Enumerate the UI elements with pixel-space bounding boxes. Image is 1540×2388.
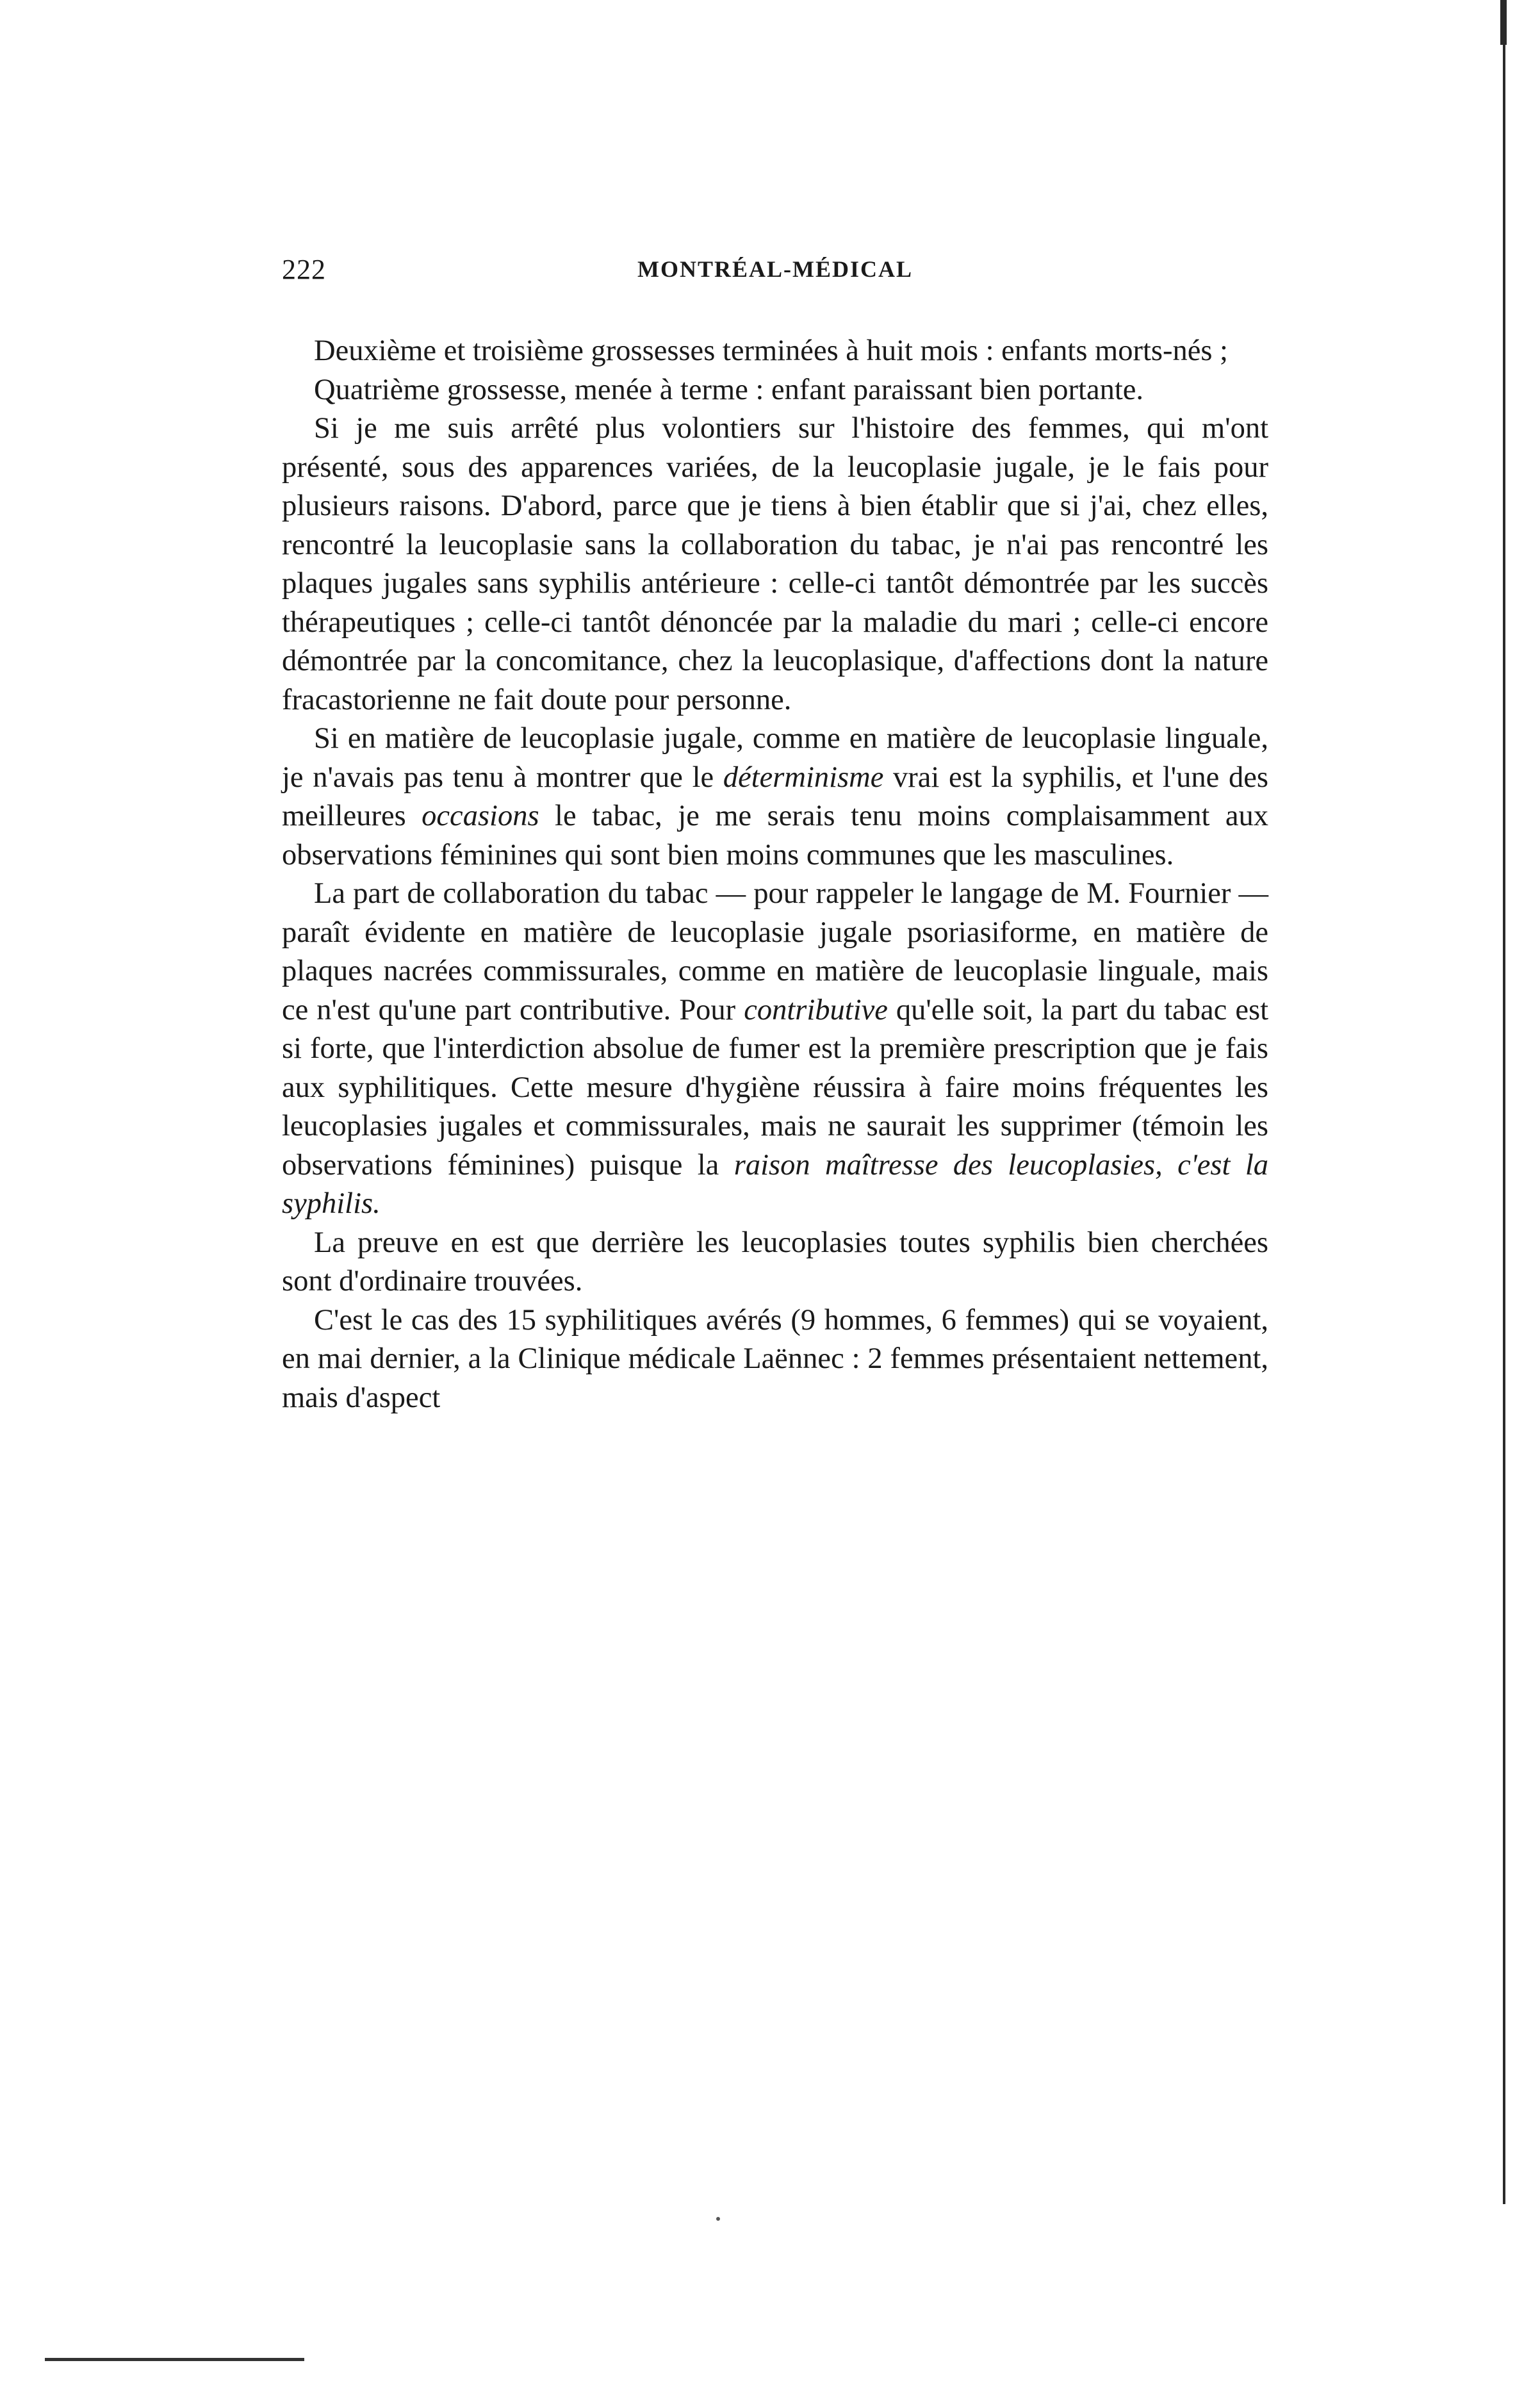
text-run: La preuve en est que derrière les leucoplasies toutes syphilis bien cherchées sont d'ordinaire trouvées. — [282, 1226, 1268, 1297]
italic-text: contributive — [744, 993, 888, 1026]
text-run: C'est le cas des 15 syphilitiques avérés (9 hommes, 6 femmes) qui se voyaient, en mai dernier, a la Clinique médicale Laënnec : 2 femmes présentaient nettement, mais d'aspect — [282, 1303, 1268, 1414]
paragraph — [282, 1224, 1268, 1301]
text-run: vrai est la syphilis, et l'une des meilleures — [282, 761, 1268, 832]
page-number: 222 — [282, 254, 326, 285]
text-run: qu'elle soit, la part du tabac est si forte, que l'interdiction absolue de fumer est la première prescription que je fais aux syphilitiques. Cette mesure d'hygiène réussira à faire moins fréquentes les leucoplasies jugales et commissurales, mais ne saurait les supprimer (témoin les observations féminines) puisque la — [282, 993, 1268, 1182]
text-run: La part de collaboration du tabac — pour rappeler le langage de M. Fournier — paraît évidente en matière de leucoplasie jugale psoriasiforme, en matière de plaques nacrées commissurales, comme en matière de leucoplasie linguale, mais ce n'est qu'une part contributive. Pour — [282, 877, 1268, 1026]
page-edge-rule — [1503, 0, 1505, 2204]
italic-text: occasions — [422, 800, 539, 832]
paragraph — [282, 1301, 1268, 1418]
paragraph — [282, 332, 1268, 371]
paragraph — [282, 875, 1268, 1224]
paragraph — [282, 371, 1268, 410]
text-run: le tabac, je me serais tenu moins complaisamment aux observations féminines qui sont bien moins communes que les masculines. — [282, 800, 1268, 871]
text-run: Si en matière de leucoplasie jugale, comme en matière de leucoplasie linguale, je n'avais pas tenu à montrer que le — [282, 722, 1268, 794]
running-title: MONTRÉAL-MÉDICAL — [637, 256, 913, 282]
paragraph — [282, 409, 1268, 720]
bottom-rule — [45, 2358, 304, 2361]
body-text — [282, 332, 1268, 1417]
text-run: Si je me suis arrêté plus volontiers sur l'histoire des femmes, qui m'ont présenté, sous des apparences variées, de la leucoplasie jugale, je le fais pour plusieurs raisons. D'abord, parce que je tiens à bien établir que si j'ai, chez elles, rencontré la leucoplasie sans la collaboration du tabac, je n'ai pas rencontré les plaques jugales sans syphilis antérieure : celle-ci tantôt démontrée par les succès thérapeutiques ; celle-ci tantôt dénoncée par la maladie du mari ; celle-ci encore démontrée par la concomitance, chez la leucoplasique, d'affections dont la nature fracastorienne ne fait doute pour personne. — [282, 412, 1268, 716]
page-header — [282, 253, 1268, 292]
text-run: Quatrième grossesse, menée à terme : enfant paraissant bien portante. — [314, 373, 1144, 406]
italic-text: raison maîtresse des leucoplasies, c'est la syphilis. — [282, 1148, 1268, 1220]
italic-text: déterminisme — [723, 761, 884, 794]
paragraph — [282, 720, 1268, 875]
scan-speck — [716, 2217, 720, 2221]
text-run: Deuxième et troisième grossesses terminées à huit mois : enfants morts-nés ; — [314, 334, 1228, 367]
